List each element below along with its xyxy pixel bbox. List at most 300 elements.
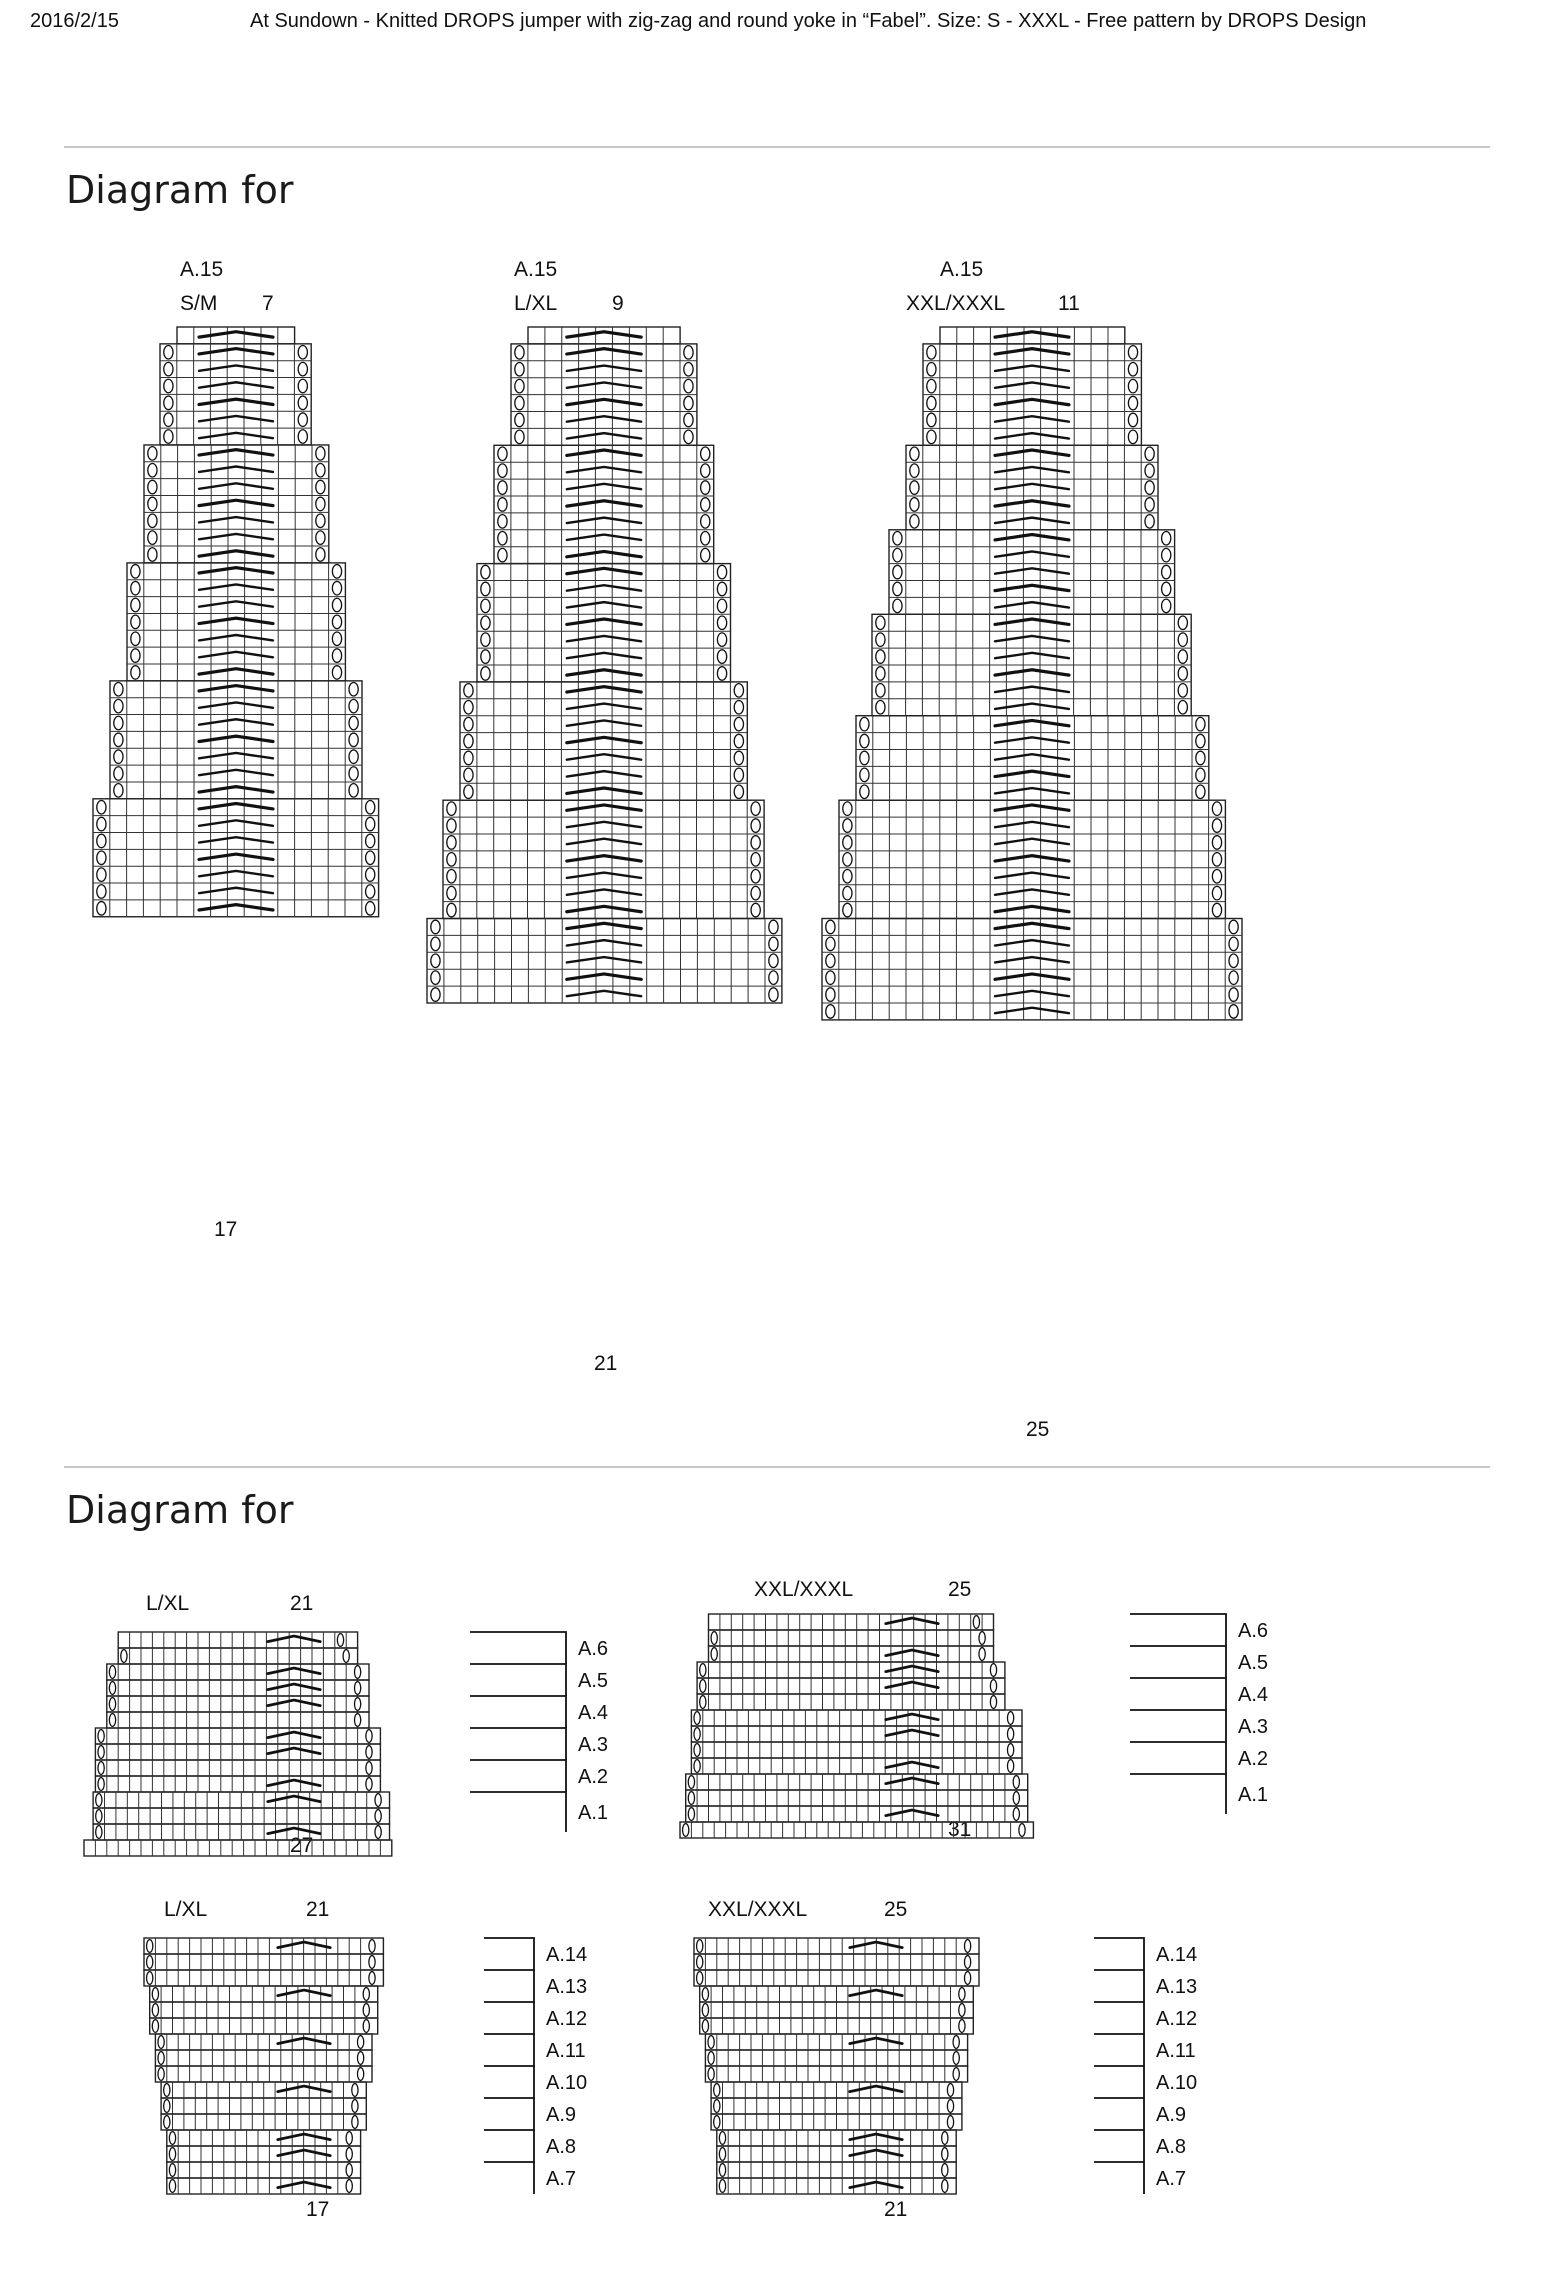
yarn-over-symbol bbox=[515, 396, 524, 410]
yarn-over-symbol bbox=[927, 396, 936, 410]
zigzag-symbol bbox=[199, 736, 273, 741]
chart-grid-lines bbox=[105, 1792, 379, 1808]
yoke-chart-label: A.15 bbox=[514, 258, 558, 281]
zigzag-symbol bbox=[199, 686, 273, 691]
yarn-over-symbol bbox=[694, 1744, 700, 1757]
yarn-over-symbol bbox=[860, 734, 869, 748]
yarn-over-symbol bbox=[702, 1988, 708, 2001]
yarn-over-symbol bbox=[1128, 413, 1137, 427]
chart-grid-lines bbox=[711, 2002, 962, 2018]
yarn-over-symbol bbox=[694, 1712, 700, 1725]
chart-section-label: A.6 bbox=[1238, 1620, 1269, 1642]
zigzag-symbol bbox=[567, 467, 641, 472]
yarn-over-symbol bbox=[114, 699, 123, 712]
yarn-over-symbol bbox=[893, 531, 902, 545]
yarn-over-symbol bbox=[369, 1940, 375, 1953]
yarn-over-symbol bbox=[131, 598, 140, 611]
yarn-over-symbol bbox=[714, 2100, 720, 2113]
yarn-over-symbol bbox=[169, 2180, 175, 2193]
yarn-over-symbol bbox=[701, 498, 710, 512]
yarn-over-symbol bbox=[751, 819, 760, 833]
chart-section-label: A.11 bbox=[1156, 2040, 1196, 2062]
chart-section-label: A.9 bbox=[1156, 2104, 1187, 2126]
yarn-over-symbol bbox=[927, 346, 936, 360]
yarn-over-symbol bbox=[684, 379, 693, 393]
yarn-over-symbol bbox=[734, 700, 743, 714]
chart-grid-outline bbox=[118, 1648, 357, 1664]
chart-grid-lines bbox=[118, 1712, 357, 1728]
yarn-over-symbol bbox=[298, 413, 307, 426]
zigzag-symbol bbox=[567, 366, 641, 371]
chart-grid-lines bbox=[155, 1954, 372, 1970]
yarn-over-symbol bbox=[843, 886, 852, 900]
yarn-over-symbol bbox=[515, 413, 524, 427]
chart-section-bracket bbox=[1094, 2066, 1144, 2098]
chart-grid-lines bbox=[144, 445, 329, 563]
yoke-bottom-count: 25 bbox=[1026, 1418, 1050, 1441]
chart-grid-lines bbox=[711, 1986, 962, 2002]
yarn-over-symbol bbox=[711, 1632, 717, 1645]
yarn-over-symbol bbox=[964, 1940, 970, 1953]
yarn-over-symbol bbox=[876, 633, 885, 647]
yarn-over-symbol bbox=[96, 1810, 102, 1823]
yarn-over-symbol bbox=[147, 1972, 153, 1985]
piece-size-label: L/XL bbox=[146, 1592, 190, 1615]
chart-grid-outline bbox=[167, 2130, 361, 2146]
yarn-over-symbol bbox=[346, 2180, 352, 2193]
chart-section-label: A.14 bbox=[1156, 1944, 1198, 1966]
yarn-over-symbol bbox=[1178, 650, 1187, 664]
yarn-over-symbol bbox=[131, 666, 140, 679]
yarn-over-symbol bbox=[708, 2052, 714, 2065]
yarn-over-symbol bbox=[332, 666, 341, 679]
yoke-chart-label: A.15 bbox=[180, 258, 224, 281]
chart-grid-lines bbox=[167, 2034, 361, 2050]
chart-grid-lines bbox=[167, 2066, 361, 2082]
yarn-over-symbol bbox=[860, 768, 869, 782]
yarn-over-symbol bbox=[349, 784, 358, 797]
yarn-over-symbol bbox=[316, 447, 325, 460]
yarn-over-symbol bbox=[298, 396, 307, 409]
zigzag-symbol bbox=[567, 518, 641, 523]
yarn-over-symbol bbox=[114, 784, 123, 797]
yarn-over-symbol bbox=[481, 667, 490, 681]
yarn-over-symbol bbox=[1229, 954, 1238, 968]
yarn-over-symbol bbox=[694, 1728, 700, 1741]
piece-top-count: 21 bbox=[290, 1592, 314, 1615]
chart-grid-outline bbox=[144, 1938, 383, 1954]
yarn-over-symbol bbox=[876, 700, 885, 714]
chart-grid-outline bbox=[709, 1614, 994, 1630]
chart-grid-outline bbox=[127, 563, 345, 681]
yarn-over-symbol bbox=[316, 531, 325, 544]
yarn-over-symbol bbox=[97, 834, 106, 847]
yarn-over-symbol bbox=[352, 2084, 358, 2097]
chart-grid-outline bbox=[705, 2066, 967, 2082]
chart-grid-lines bbox=[723, 2098, 951, 2114]
yarn-over-symbol bbox=[464, 700, 473, 714]
yarn-over-symbol bbox=[332, 632, 341, 645]
chart-grid-outline bbox=[940, 327, 1125, 344]
chart-grid-lines bbox=[717, 2034, 956, 2050]
yarn-over-symbol bbox=[97, 817, 106, 830]
chart-grid-lines bbox=[167, 2050, 361, 2066]
yarn-over-symbol bbox=[97, 902, 106, 915]
yarn-over-symbol bbox=[164, 2116, 170, 2129]
chart-grid-outline bbox=[494, 445, 714, 563]
chart-section-bracket bbox=[1130, 1614, 1226, 1646]
yarn-over-symbol bbox=[298, 346, 307, 359]
yarn-over-symbol bbox=[719, 2164, 725, 2177]
zigzag-symbol bbox=[850, 1990, 902, 1996]
yarn-over-symbol bbox=[769, 937, 778, 951]
chart-grid-lines bbox=[957, 327, 1108, 344]
yarn-over-symbol bbox=[751, 802, 760, 816]
chart-grid-lines bbox=[178, 2162, 349, 2178]
zigzag-symbol bbox=[278, 1990, 330, 1996]
yarn-over-symbol bbox=[158, 2036, 164, 2049]
chart-grid-outline bbox=[107, 1712, 369, 1728]
yarn-over-symbol bbox=[352, 2100, 358, 2113]
yarn-over-symbol bbox=[1007, 1728, 1013, 1741]
piece-top-count: 25 bbox=[884, 1898, 908, 1921]
yarn-over-symbol bbox=[1229, 1005, 1238, 1019]
chart-grid-outline bbox=[717, 2146, 956, 2162]
chart-grid-outline bbox=[93, 799, 379, 917]
yarn-over-symbol bbox=[332, 649, 341, 662]
yarn-over-symbol bbox=[169, 2132, 175, 2145]
yarn-over-symbol bbox=[346, 2164, 352, 2177]
yarn-over-symbol bbox=[734, 751, 743, 765]
chart-section-label: A.11 bbox=[546, 2040, 586, 2062]
yarn-over-symbol bbox=[927, 413, 936, 427]
yarn-over-symbol bbox=[164, 2100, 170, 2113]
chart-grid-outline bbox=[167, 2178, 361, 2194]
chart-grid-outline bbox=[705, 2034, 967, 2050]
yarn-over-symbol bbox=[481, 565, 490, 579]
yarn-over-symbol bbox=[959, 2004, 965, 2017]
yoke-top-count: 11 bbox=[1058, 292, 1080, 315]
zigzag-symbol bbox=[886, 1810, 938, 1816]
yarn-over-symbol bbox=[1162, 565, 1171, 579]
chart-grid-outline bbox=[691, 1726, 1022, 1742]
yarn-over-symbol bbox=[366, 1730, 372, 1743]
chart-grid-lines bbox=[107, 1760, 369, 1776]
yarn-over-symbol bbox=[927, 379, 936, 393]
zigzag-symbol bbox=[567, 349, 641, 354]
chart-grid-outline bbox=[177, 327, 295, 344]
yarn-over-symbol bbox=[464, 751, 473, 765]
zigzag-symbol bbox=[567, 399, 641, 404]
zigzag-symbol bbox=[567, 450, 641, 455]
yarn-over-symbol bbox=[910, 447, 919, 461]
yarn-over-symbol bbox=[1013, 1776, 1019, 1789]
yarn-over-symbol bbox=[1178, 633, 1187, 647]
yarn-over-symbol bbox=[717, 633, 726, 647]
chart-grid-lines bbox=[703, 1742, 1011, 1758]
chart-section-bracket bbox=[484, 1938, 534, 1970]
chart-section-label: A.3 bbox=[578, 1734, 609, 1756]
piece-chart-xxl-a1-a6 bbox=[680, 1578, 1268, 1841]
chart-grid-outline bbox=[477, 564, 731, 682]
yarn-over-symbol bbox=[481, 650, 490, 664]
chart-grid-lines bbox=[923, 344, 1141, 445]
piece-size-label: L/XL bbox=[164, 1898, 208, 1921]
chart-grid-lines bbox=[697, 1790, 1016, 1806]
yarn-over-symbol bbox=[717, 616, 726, 630]
yarn-over-symbol bbox=[1145, 464, 1154, 478]
chart-section-label: A.10 bbox=[546, 2072, 588, 2094]
zigzag-symbol bbox=[995, 467, 1069, 472]
yarn-over-symbol bbox=[369, 1956, 375, 1969]
yarn-over-symbol bbox=[164, 362, 173, 375]
yarn-over-symbol bbox=[947, 2116, 953, 2129]
yarn-over-symbol bbox=[973, 1616, 979, 1629]
yarn-over-symbol bbox=[164, 396, 173, 409]
yarn-over-symbol bbox=[684, 362, 693, 376]
chart-grid-outline bbox=[118, 1632, 357, 1648]
chart-grid-lines bbox=[711, 2018, 962, 2034]
chart-section-label: A.4 bbox=[578, 1702, 609, 1724]
yarn-over-symbol bbox=[979, 1632, 985, 1645]
yoke-chart-label: A.15 bbox=[940, 258, 984, 281]
yarn-over-symbol bbox=[131, 649, 140, 662]
yarn-over-symbol bbox=[979, 1648, 985, 1661]
zigzag-symbol bbox=[886, 1650, 938, 1656]
chart-grid-outline bbox=[705, 2050, 967, 2066]
yarn-over-symbol bbox=[1212, 836, 1221, 850]
yarn-over-symbol bbox=[148, 514, 157, 527]
yarn-over-symbol bbox=[843, 853, 852, 867]
chart-section-label: A.2 bbox=[578, 1766, 609, 1788]
chart-grid-outline bbox=[107, 1680, 369, 1696]
yarn-over-symbol bbox=[708, 2068, 714, 2081]
chart-section-bracket bbox=[484, 2002, 534, 2034]
yarn-over-symbol bbox=[942, 2148, 948, 2161]
yarn-over-symbol bbox=[1196, 768, 1205, 782]
zigzag-symbol bbox=[278, 2086, 330, 2092]
chart-grid-outline bbox=[717, 2178, 956, 2194]
yoke-bottom-count: 17 bbox=[214, 1218, 238, 1241]
yarn-over-symbol bbox=[349, 716, 358, 729]
yarn-over-symbol bbox=[769, 954, 778, 968]
chart-grid-lines bbox=[460, 682, 747, 800]
chart-grid-lines bbox=[728, 2130, 945, 2146]
yarn-over-symbol bbox=[515, 430, 524, 444]
piece-bottom-count: 27 bbox=[290, 1834, 314, 1857]
piece-chart-xxl-a7-a14 bbox=[694, 1898, 1197, 2221]
chart-grid-lines bbox=[130, 1648, 347, 1664]
yarn-over-symbol bbox=[769, 920, 778, 934]
yarn-over-symbol bbox=[1212, 903, 1221, 917]
yarn-over-symbol bbox=[684, 430, 693, 444]
yarn-over-symbol bbox=[1178, 700, 1187, 714]
yarn-over-symbol bbox=[1229, 988, 1238, 1002]
yarn-over-symbol bbox=[751, 853, 760, 867]
yarn-over-symbol bbox=[366, 834, 375, 847]
yarn-over-symbol bbox=[1128, 396, 1137, 410]
yoke-chart-lxl bbox=[427, 258, 782, 1375]
yarn-over-symbol bbox=[464, 768, 473, 782]
yarn-over-symbol bbox=[1212, 886, 1221, 900]
yarn-over-symbol bbox=[702, 2004, 708, 2017]
yarn-over-symbol bbox=[97, 800, 106, 813]
yarn-over-symbol bbox=[498, 515, 507, 529]
yarn-over-symbol bbox=[164, 430, 173, 443]
yarn-over-symbol bbox=[366, 851, 375, 864]
zigzag-symbol bbox=[995, 1008, 1069, 1013]
chart-grid-outline bbox=[144, 1954, 383, 1970]
yarn-over-symbol bbox=[1145, 447, 1154, 461]
yarn-over-symbol bbox=[343, 1650, 349, 1663]
yarn-over-symbol bbox=[700, 1696, 706, 1709]
yarn-over-symbol bbox=[147, 1956, 153, 1969]
yarn-over-symbol bbox=[316, 463, 325, 476]
yarn-over-symbol bbox=[498, 447, 507, 461]
yarn-over-symbol bbox=[98, 1778, 104, 1791]
yarn-over-symbol bbox=[990, 1696, 996, 1709]
zigzag-symbol bbox=[886, 1682, 938, 1688]
yarn-over-symbol bbox=[498, 481, 507, 495]
yarn-over-symbol bbox=[349, 767, 358, 780]
chart-section-label: A.12 bbox=[1156, 2008, 1198, 2030]
yarn-over-symbol bbox=[148, 463, 157, 476]
chart-grid-lines bbox=[872, 614, 1191, 715]
yarn-over-symbol bbox=[843, 819, 852, 833]
piece-top-count: 25 bbox=[948, 1578, 972, 1601]
chart-section-bracket bbox=[470, 1728, 566, 1760]
chart-section-bracket bbox=[470, 1792, 566, 1832]
chart-grid-outline bbox=[107, 1664, 369, 1680]
chart-grid-outline bbox=[717, 2162, 956, 2178]
chart-grid-lines bbox=[703, 1710, 1011, 1726]
yarn-over-symbol bbox=[751, 836, 760, 850]
yarn-over-symbol bbox=[1178, 667, 1187, 681]
chart-grid-lines bbox=[709, 1678, 994, 1694]
yarn-over-symbol bbox=[1178, 616, 1187, 630]
yarn-over-symbol bbox=[1196, 751, 1205, 765]
yarn-over-symbol bbox=[169, 2148, 175, 2161]
yarn-over-symbol bbox=[481, 582, 490, 596]
yarn-over-symbol bbox=[910, 481, 919, 495]
yarn-over-symbol bbox=[158, 2052, 164, 2065]
yarn-over-symbol bbox=[515, 379, 524, 393]
yarn-over-symbol bbox=[717, 565, 726, 579]
chart-grid-lines bbox=[95, 1840, 380, 1856]
yarn-over-symbol bbox=[942, 2132, 948, 2145]
chart-section-label: A.14 bbox=[546, 1944, 588, 1966]
chart-grid-lines bbox=[93, 799, 379, 917]
chart-grid-lines bbox=[705, 1938, 967, 1954]
yarn-over-symbol bbox=[332, 565, 341, 578]
yarn-over-symbol bbox=[1013, 1792, 1019, 1805]
yarn-over-symbol bbox=[498, 548, 507, 562]
yarn-over-symbol bbox=[1162, 599, 1171, 613]
yarn-over-symbol bbox=[298, 379, 307, 392]
yarn-over-symbol bbox=[1162, 548, 1171, 562]
chart-section-label: A.1 bbox=[578, 1802, 609, 1824]
piece-bottom-count: 31 bbox=[948, 1818, 972, 1841]
yarn-over-symbol bbox=[1229, 937, 1238, 951]
yarn-over-symbol bbox=[152, 1988, 158, 2001]
yarn-over-symbol bbox=[711, 1648, 717, 1661]
zigzag-symbol bbox=[567, 551, 641, 556]
yarn-over-symbol bbox=[1128, 362, 1137, 376]
chart-section-label: A.12 bbox=[546, 2008, 588, 2030]
chart-grid-lines bbox=[127, 563, 345, 681]
yarn-over-symbol bbox=[131, 632, 140, 645]
yarn-over-symbol bbox=[1145, 515, 1154, 529]
yarn-over-symbol bbox=[354, 1666, 360, 1679]
chart-section-label: A.5 bbox=[578, 1670, 609, 1692]
yarn-over-symbol bbox=[316, 514, 325, 527]
yarn-over-symbol bbox=[701, 481, 710, 495]
chart-grid-lines bbox=[822, 919, 1242, 1020]
yarn-over-symbol bbox=[751, 869, 760, 883]
yarn-over-symbol bbox=[708, 2036, 714, 2049]
piece-chart-lxl-a1-a6 bbox=[84, 1592, 608, 1857]
yarn-over-symbol bbox=[481, 599, 490, 613]
chart-grid-lines bbox=[728, 2146, 945, 2162]
yarn-over-symbol bbox=[910, 498, 919, 512]
page-header-title: At Sundown - Knitted DROPS jumper with zig-zag and round yoke in “Fabel”. Size: S - XXXL - Free pattern by DROPS Design bbox=[250, 10, 1367, 32]
yarn-over-symbol bbox=[826, 988, 835, 1002]
yarn-over-symbol bbox=[464, 785, 473, 799]
chart-section-bracket bbox=[1130, 1646, 1226, 1678]
yarn-over-symbol bbox=[1007, 1712, 1013, 1725]
chart-grid-outline bbox=[697, 1694, 1005, 1710]
yarn-over-symbol bbox=[697, 1956, 703, 1969]
chart-section-bracket bbox=[1094, 1970, 1144, 2002]
yoke-bottom-count: 21 bbox=[594, 1352, 618, 1375]
chart-grid-outline bbox=[167, 2146, 361, 2162]
yarn-over-symbol bbox=[114, 716, 123, 729]
yarn-over-symbol bbox=[148, 548, 157, 561]
yarn-over-symbol bbox=[349, 750, 358, 763]
yarn-over-symbol bbox=[1007, 1760, 1013, 1773]
yarn-over-symbol bbox=[354, 1714, 360, 1727]
yarn-over-symbol bbox=[942, 2180, 948, 2193]
yarn-over-symbol bbox=[826, 1005, 835, 1019]
yarn-over-symbol bbox=[152, 2020, 158, 2033]
yarn-over-symbol bbox=[431, 937, 440, 951]
yarn-over-symbol bbox=[701, 515, 710, 529]
chart-grid-outline bbox=[95, 1728, 380, 1744]
zigzag-symbol bbox=[995, 450, 1069, 455]
yarn-over-symbol bbox=[97, 868, 106, 881]
zigzag-symbol bbox=[995, 518, 1069, 523]
yarn-over-symbol bbox=[734, 734, 743, 748]
yarn-over-symbol bbox=[131, 615, 140, 628]
yarn-over-symbol bbox=[114, 767, 123, 780]
yarn-over-symbol bbox=[927, 430, 936, 444]
yarn-over-symbol bbox=[98, 1730, 104, 1743]
chart-grid-lines bbox=[173, 2114, 355, 2130]
chart-grid-outline bbox=[694, 1970, 979, 1986]
chart-section-bracket bbox=[1130, 1710, 1226, 1742]
yarn-over-symbol bbox=[447, 853, 456, 867]
chart-grid-outline bbox=[680, 1822, 1033, 1838]
chart-section-bracket bbox=[470, 1760, 566, 1792]
yarn-over-symbol bbox=[876, 650, 885, 664]
yarn-over-symbol bbox=[826, 971, 835, 985]
chart-grid-outline bbox=[709, 1630, 994, 1646]
chart-grid-outline bbox=[691, 1742, 1022, 1758]
yarn-over-symbol bbox=[1162, 531, 1171, 545]
yarn-over-symbol bbox=[1145, 481, 1154, 495]
yarn-over-symbol bbox=[893, 548, 902, 562]
yarn-over-symbol bbox=[447, 819, 456, 833]
